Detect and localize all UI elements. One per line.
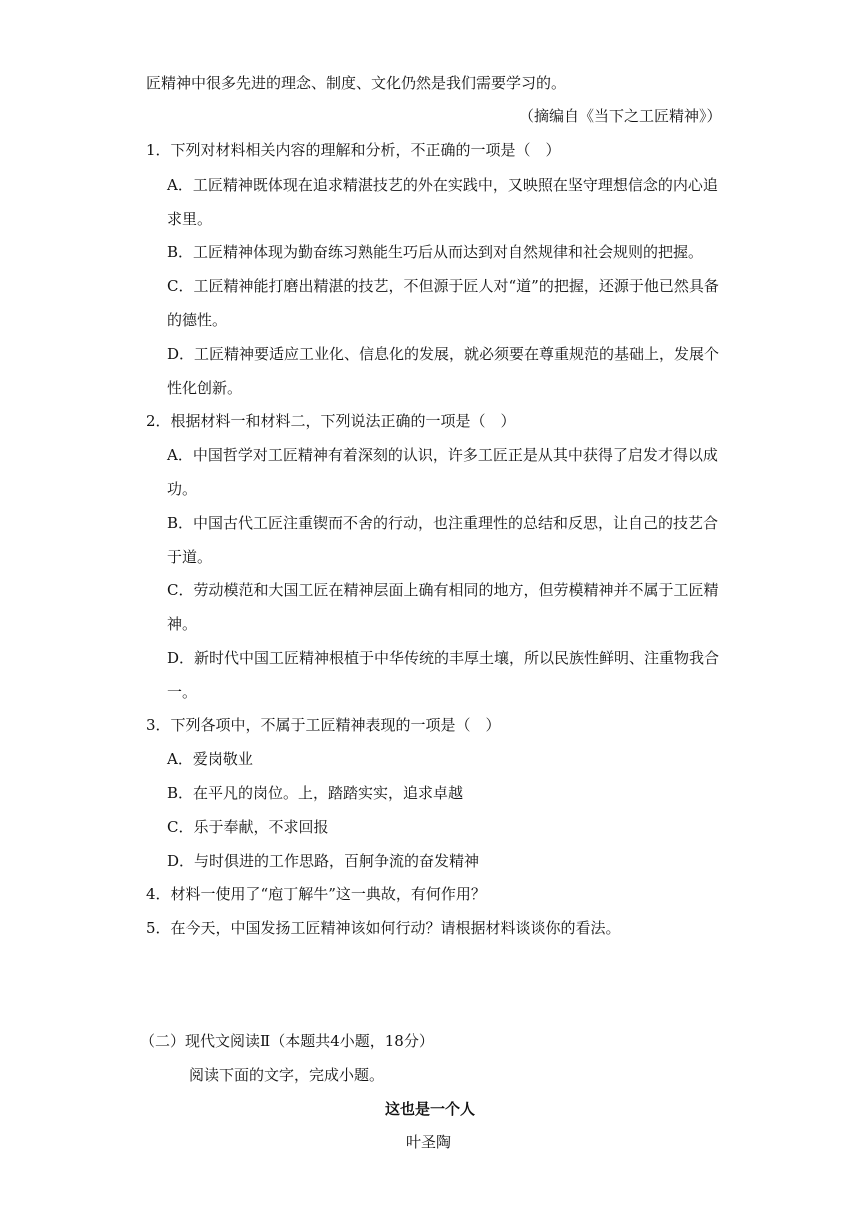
question-1-option-b: B．工匠精神体现为勤奋练习熟能生巧后从而达到对自然规律和社会规则的把握。 [167,243,704,261]
section-2-instruction: 阅读下面的文字，完成小题。 [189,1066,385,1084]
question-3-option-a: A．爱岗敬业 [167,750,253,768]
question-3-stem: 3．下列各项中，不属于工匠精神表现的一项是（ ） [146,716,501,734]
section-2-heading: （二）现代文阅读Ⅱ（本题共4小题，18分） [140,1032,434,1050]
question-1-option-a: A．工匠精神既体现在追求精湛技艺的外在实践中，又映照在坚守理想信念的内心追 [167,176,718,194]
question-3-option-d: D．与时俱进的工作思路，百舸争流的奋发精神 [167,852,480,870]
question-1-option-c: C．工匠精神能打磨出精湛的技艺，不但源于匠人对“道”的把握，还源于他已然具备 [167,277,719,295]
question-2-option-b: B．中国古代工匠注重锲而不舍的行动，也注重理性的总结和反思，让自己的技艺合 [167,514,719,532]
question-3-option-c: C．乐于奉献，不求回报 [167,818,329,836]
question-2-option-d-cont: 一。 [167,683,198,701]
question-1-option-a-cont: 求里。 [167,210,213,228]
passage-author: 叶圣陶 [406,1133,452,1151]
source-citation: （摘编自《当下之工匠精神》） [519,107,722,125]
question-1-stem: 1．下列对材料相关内容的理解和分析，不正确的一项是（ ） [146,141,561,159]
question-2-option-b-cont: 于道。 [167,548,213,566]
question-1-option-d: D．工匠精神要适应工业化、信息化的发展，就必须要在尊重规范的基础上，发展个 [167,345,720,363]
question-2-option-a: A．中国哲学对工匠精神有着深刻的认识，许多工匠正是从其中获得了启发才得以成 [167,446,718,464]
passage-title: 这也是一个人 [385,1100,476,1118]
question-4: 4．材料一使用了“庖丁解牛”这一典故，有何作用？ [146,885,486,903]
question-2-stem: 2．根据材料一和材料二，下列说法正确的一项是（ ） [146,412,516,430]
question-1-option-d-cont: 性化创新。 [167,379,243,397]
question-2-option-d: D．新时代中国工匠精神根植于中华传统的丰厚土壤，所以民族性鲜明、注重物我合 [167,649,720,667]
question-2-option-c: C．劳动模范和大国工匠在精神层面上确有相同的地方，但劳模精神并不属于工匠精 [167,581,719,599]
question-2-option-c-cont: 神。 [167,615,198,633]
question-5: 5．在今天，中国发扬工匠精神该如何行动？请根据材料谈谈你的看法。 [146,919,621,937]
question-3-option-b: B．在平凡的岗位。上，踏踏实实，追求卓越 [167,784,464,802]
intro-line: 匠精神中很多先进的理念、制度、文化仍然是我们需要学习的。 [146,74,567,92]
question-2-option-a-cont: 功。 [167,480,198,498]
question-1-option-c-cont: 的德性。 [167,311,228,329]
